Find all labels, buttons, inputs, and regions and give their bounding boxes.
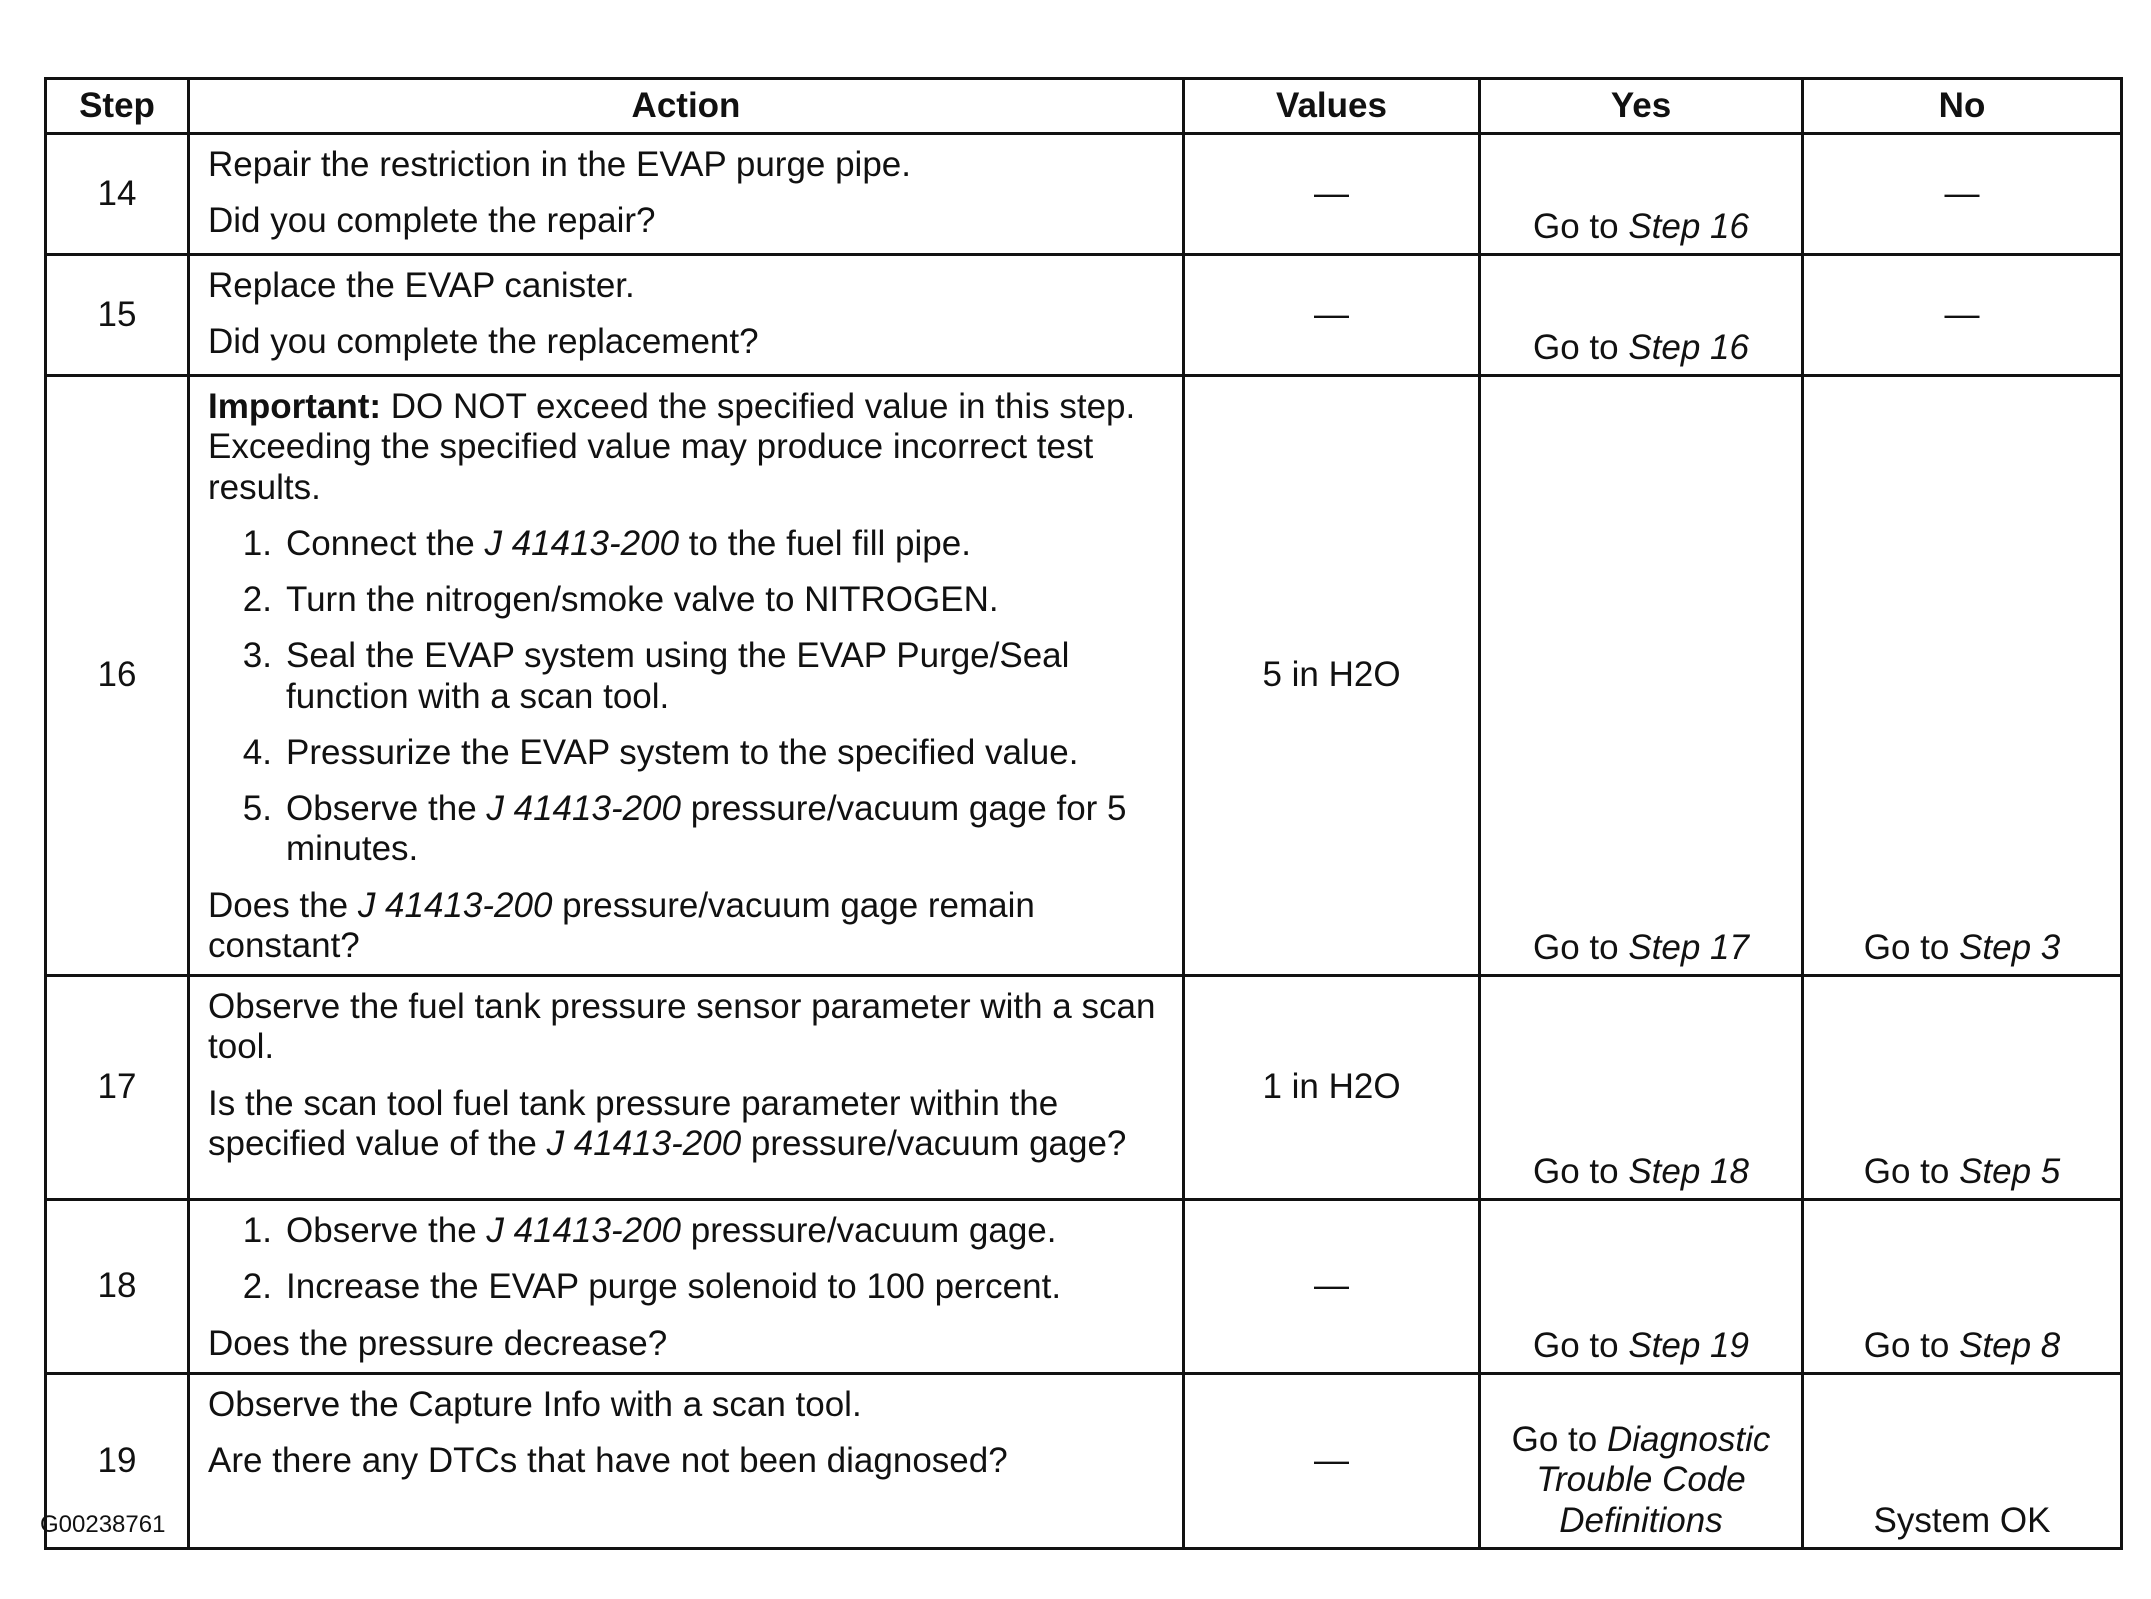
no-prefix: Go to: [1863, 1151, 1960, 1191]
list-item-text-b: pressure/vacuum gage.: [681, 1211, 1057, 1250]
list-item: [208, 636, 1166, 717]
list-item-text-b: to the fuel fill pipe.: [679, 523, 971, 563]
action-text: Observe the Capture Info with a scan tool.: [208, 1384, 862, 1424]
list-item: [208, 733, 1166, 773]
question-text: Did you complete the repair?: [208, 201, 656, 241]
header-values: Values: [1184, 79, 1480, 134]
list-item-number: 2.: [242, 580, 272, 619]
table-row: [46, 134, 2122, 255]
tool-ref: J 41413-200: [484, 523, 680, 563]
no-cell: System OK: [1803, 1373, 2122, 1548]
list-item-text: [286, 524, 1166, 564]
tool-ref: J 41413-200: [357, 885, 553, 925]
list-item-number: 5.: [242, 789, 272, 828]
yes-step-ref: Diagnostic Trouble Code Definitions: [1536, 1420, 1771, 1540]
action-cell: [189, 255, 1184, 376]
action-cell: [189, 134, 1184, 255]
important-note: [208, 387, 1166, 508]
list-item-text-a: Connect the: [286, 523, 485, 563]
yes-prefix: Go to: [1533, 1151, 1629, 1191]
table-row: [46, 376, 2122, 976]
list-item: [208, 1211, 1166, 1251]
table-row: [46, 255, 2122, 376]
figure-code: G00238761: [40, 1511, 166, 1538]
yes-step-ref: Step 16: [1628, 206, 1749, 246]
yes-cell: [1480, 1200, 1803, 1374]
values-cell: 5 in H2O: [1184, 376, 1480, 976]
list-item-number: 1.: [242, 1211, 272, 1250]
list-item-text: [286, 789, 1166, 870]
list-item-number: 2.: [242, 1267, 272, 1307]
yes-prefix: Go to: [1533, 327, 1629, 367]
no-step-ref: Step 3: [1959, 927, 2061, 967]
list-item-text-a: Increase the EVAP purge solenoid to 100 percent.: [286, 1267, 1062, 1307]
question-text-b: pressure/vacuum gage?: [741, 1123, 1127, 1163]
list-item: [208, 580, 1166, 620]
yes-step-ref: Step 19: [1628, 1325, 1749, 1365]
yes-cell: [1480, 976, 1803, 1200]
action-cell: [189, 1200, 1184, 1374]
yes-cell: [1480, 134, 1803, 255]
values-cell: —: [1184, 1373, 1480, 1548]
yes-step-ref: Step 18: [1628, 1151, 1749, 1191]
list-item-text-a: Observe the: [286, 1211, 487, 1250]
values-cell: —: [1184, 134, 1480, 255]
yes-step-ref: Step 16: [1628, 327, 1749, 367]
yes-cell: [1480, 1373, 1803, 1548]
procedure-list: [208, 524, 1166, 870]
tool-ref: J 41413-200: [546, 1123, 742, 1163]
yes-prefix: Go to: [1511, 1420, 1607, 1459]
no-cell: [1803, 376, 2122, 976]
question-text-b: pressure/vacuum gage remain constant?: [208, 885, 1035, 965]
list-item-text: [286, 1267, 1166, 1307]
action-text: Observe the fuel tank pressure sensor parameter with a scan tool.: [208, 987, 1156, 1067]
step-number: 18: [46, 1200, 189, 1374]
list-item: [208, 524, 1166, 564]
list-item: [208, 789, 1166, 870]
header-row: [46, 79, 2122, 134]
no-prefix: Go to: [1863, 1325, 1960, 1365]
step-number: 17: [46, 976, 189, 1200]
question-text: Are there any DTCs that have not been diagnosed?: [208, 1441, 1008, 1480]
header-no: No: [1803, 79, 2122, 134]
yes-cell: [1480, 255, 1803, 376]
action-cell: [189, 976, 1184, 1200]
step-number: 16: [46, 376, 189, 976]
table-row: [46, 1373, 2122, 1548]
no-step-ref: Step 8: [1959, 1325, 2061, 1365]
list-item-text-a: Pressurize the EVAP system to the specified value.: [286, 732, 1079, 772]
list-item: [208, 1267, 1166, 1307]
step-number: 14: [46, 134, 189, 255]
no-cell: —: [1803, 134, 2122, 255]
yes-cell: [1480, 376, 1803, 976]
list-item-text-a: Seal the EVAP system using the EVAP Purge/Seal function with a scan tool.: [286, 636, 1070, 716]
question-text: [208, 886, 1166, 967]
important-text: DO NOT exceed the specified value in this step. Exceeding the specified value may produce incorrect test results.: [208, 387, 1136, 507]
no-step-ref: Step 5: [1959, 1151, 2061, 1191]
question-text-a: Is the scan tool fuel tank pressure parameter within the specified value of the: [208, 1083, 1059, 1163]
no-prefix: Go to: [1863, 927, 1960, 967]
step-number: 19: [46, 1373, 189, 1548]
values-cell: —: [1184, 255, 1480, 376]
no-cell: —: [1803, 255, 2122, 376]
yes-prefix: Go to: [1533, 1325, 1629, 1365]
question-text: Did you complete the replacement?: [208, 322, 759, 362]
list-item-text-a: Observe the: [286, 789, 487, 828]
list-item-text-a: Turn the nitrogen/smoke valve to NITROGEN.: [286, 580, 999, 619]
values-cell: —: [1184, 1200, 1480, 1374]
no-cell: [1803, 976, 2122, 1200]
list-item-text: [286, 636, 1166, 717]
tool-ref: J 41413-200: [486, 789, 681, 828]
step-number: 15: [46, 255, 189, 376]
list-item-number: 3.: [242, 636, 272, 676]
list-item-number: 1.: [242, 523, 272, 563]
question-text: Does the pressure decrease?: [208, 1323, 668, 1363]
action-cell: [189, 1373, 1184, 1548]
table-row: [46, 1200, 2122, 1374]
yes-step-ref: Step 17: [1628, 927, 1749, 967]
list-item-text: [286, 1211, 1166, 1251]
procedure-list: [208, 1211, 1166, 1308]
list-item-number: 4.: [242, 732, 272, 772]
question-text: [208, 1084, 1166, 1165]
important-label: Important:: [208, 387, 382, 426]
action-text: Repair the restriction in the EVAP purge pipe.: [208, 145, 911, 184]
list-item-text: [286, 580, 1166, 620]
action-text: Replace the EVAP canister.: [208, 266, 635, 305]
list-item-text-b: pressure/vacuum gage for 5 minutes.: [286, 789, 1127, 869]
header-step: Step: [46, 79, 189, 134]
yes-prefix: Go to: [1533, 206, 1629, 246]
header-yes: Yes: [1480, 79, 1803, 134]
values-cell: 1 in H2O: [1184, 976, 1480, 1200]
yes-prefix: Go to: [1533, 927, 1629, 967]
tool-ref: J 41413-200: [486, 1211, 681, 1250]
list-item-text: [286, 733, 1166, 773]
diagnostic-table: [44, 77, 2123, 1550]
question-text-a: Does the: [208, 885, 358, 925]
no-cell: [1803, 1200, 2122, 1374]
table-row: [46, 976, 2122, 1200]
header-action: Action: [189, 79, 1184, 134]
action-cell: [189, 376, 1184, 976]
